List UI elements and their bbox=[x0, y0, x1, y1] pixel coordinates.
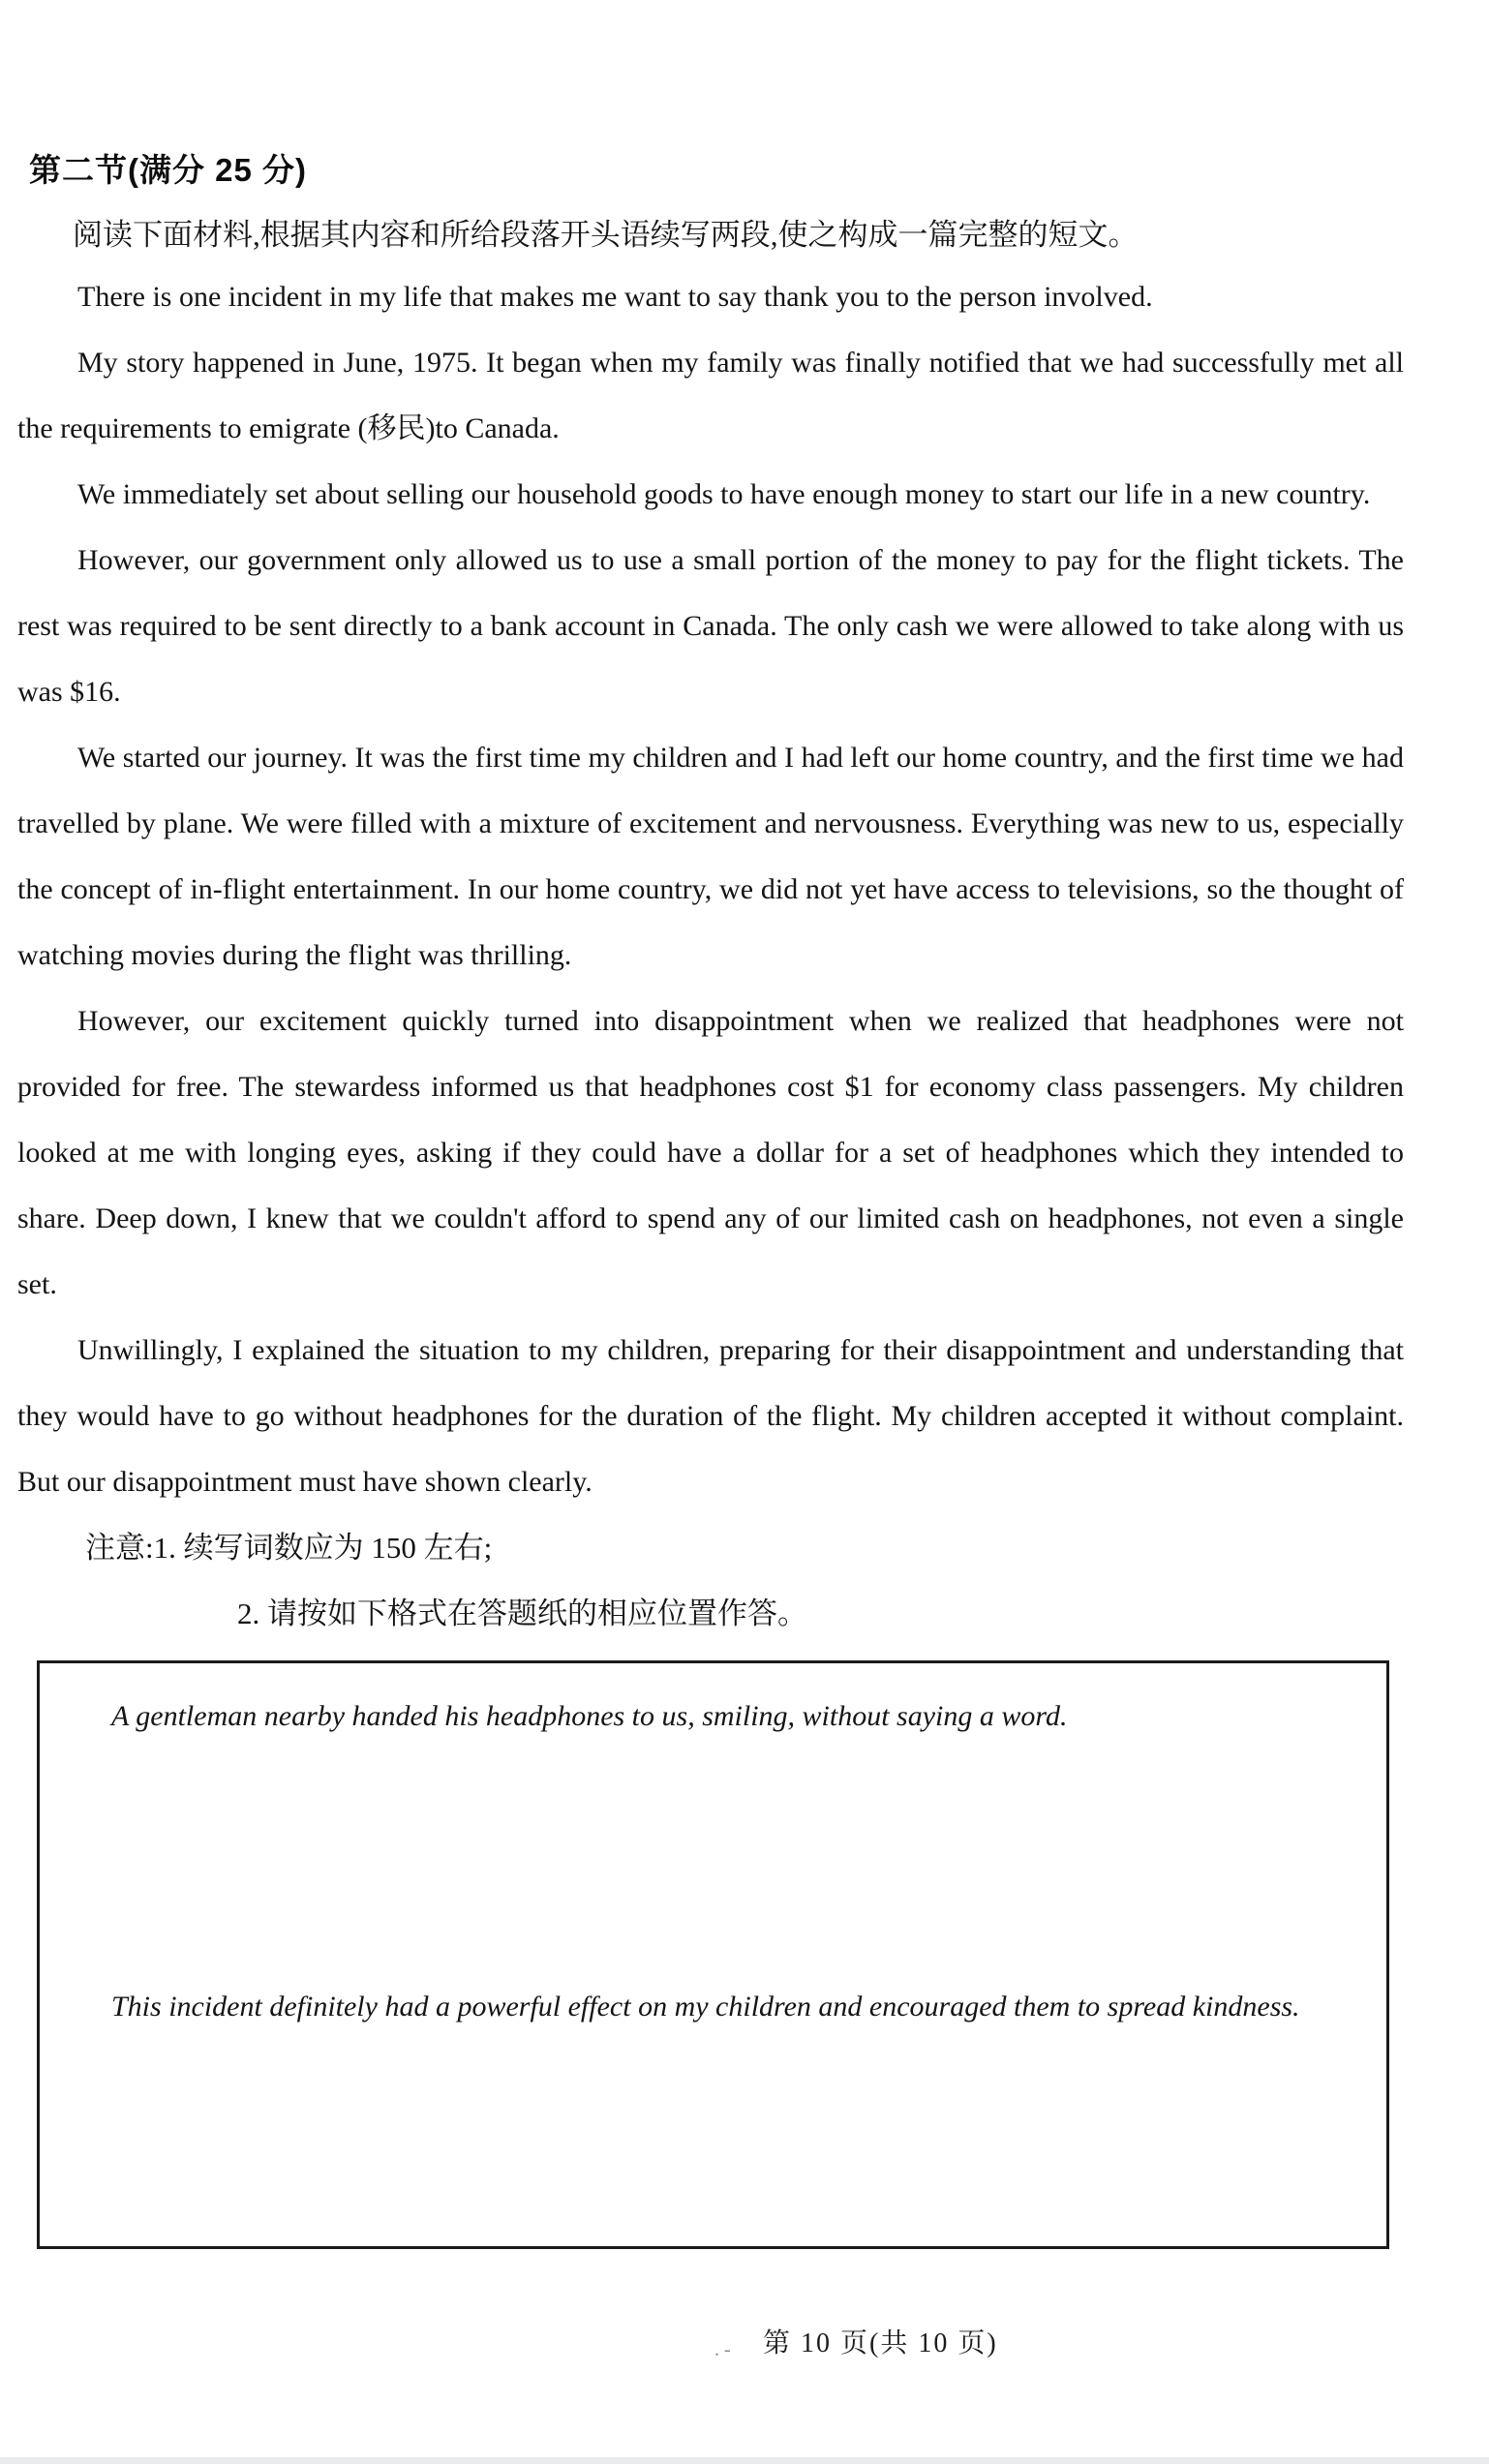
task-instruction: 阅读下面材料,根据其内容和所给段落开头语续写两段,使之构成一篇完整的短文。 bbox=[73, 218, 1139, 252]
scan-artifact: . - bbox=[714, 2339, 731, 2360]
scan-bottom-edge bbox=[0, 2457, 1489, 2464]
opening-sentence-2: This incident definitely had a powerful effect on my children and encouraged them to spread kindness. bbox=[111, 1991, 1300, 2023]
note-line-2: 2. 请按如下格式在答题纸的相应位置作答。 bbox=[237, 1597, 807, 1630]
section-heading: 第二节(满分 25 分) bbox=[29, 152, 308, 188]
passage-paragraph: We started our journey. It was the first time my children and I had left our home country, and the first time we had travelled by plane. We were filled with a mixture of excitement and nervousness. Everything was new to us, especially the concept of in-flight entertainment. In our home country, we did not yet have access to televisions, so the thought of watching movies during the flight was thrilling. bbox=[17, 742, 1404, 971]
passage-paragraph: There is one incident in my life that makes me want to say thank you to the person involved. bbox=[77, 281, 1153, 313]
passage-paragraph: My story happened in June, 1975. It began when my family was finally notified that we had successfully met all the requirements to emigrate (移民)to Canada. bbox=[17, 347, 1404, 444]
passage-paragraph: However, our excitement quickly turned into disappointment when we realized that headphones were not provided for free. The stewardess informed us that headphones cost $1 for economy class passengers. My children looked at me with longing eyes, asking if they could have a dollar for a set of headphones which they intended to share. Deep down, I knew that we couldn't afford to spend any of our limited cash on headphones, not even a single set. bbox=[17, 1005, 1404, 1300]
answer-format-box bbox=[37, 1660, 1389, 2249]
passage-paragraph: Unwillingly, I explained the situation to my children, preparing for their disappointment and understanding that they would have to go without headphones for the duration of the flight. My children accepted it without complaint. But our disappointment must have shown clearly. bbox=[17, 1334, 1404, 1498]
passage-paragraph: However, our government only allowed us to use a small portion of the money to pay for the flight tickets. The rest was required to be sent directly to a bank account in Canada. The only cash we were allowed to take along with us was $16. bbox=[17, 544, 1404, 708]
opening-sentence-1: A gentleman nearby handed his headphones to us, smiling, without saying a word. bbox=[111, 1700, 1068, 1732]
note-line-1: 注意:1. 续写词数应为 150 左右; bbox=[85, 1531, 493, 1565]
page-number-footer: 第 10 页(共 10 页) bbox=[763, 2328, 998, 2358]
passage-paragraph: We immediately set about selling our household goods to have enough money to start our life in a new country. bbox=[77, 478, 1371, 510]
